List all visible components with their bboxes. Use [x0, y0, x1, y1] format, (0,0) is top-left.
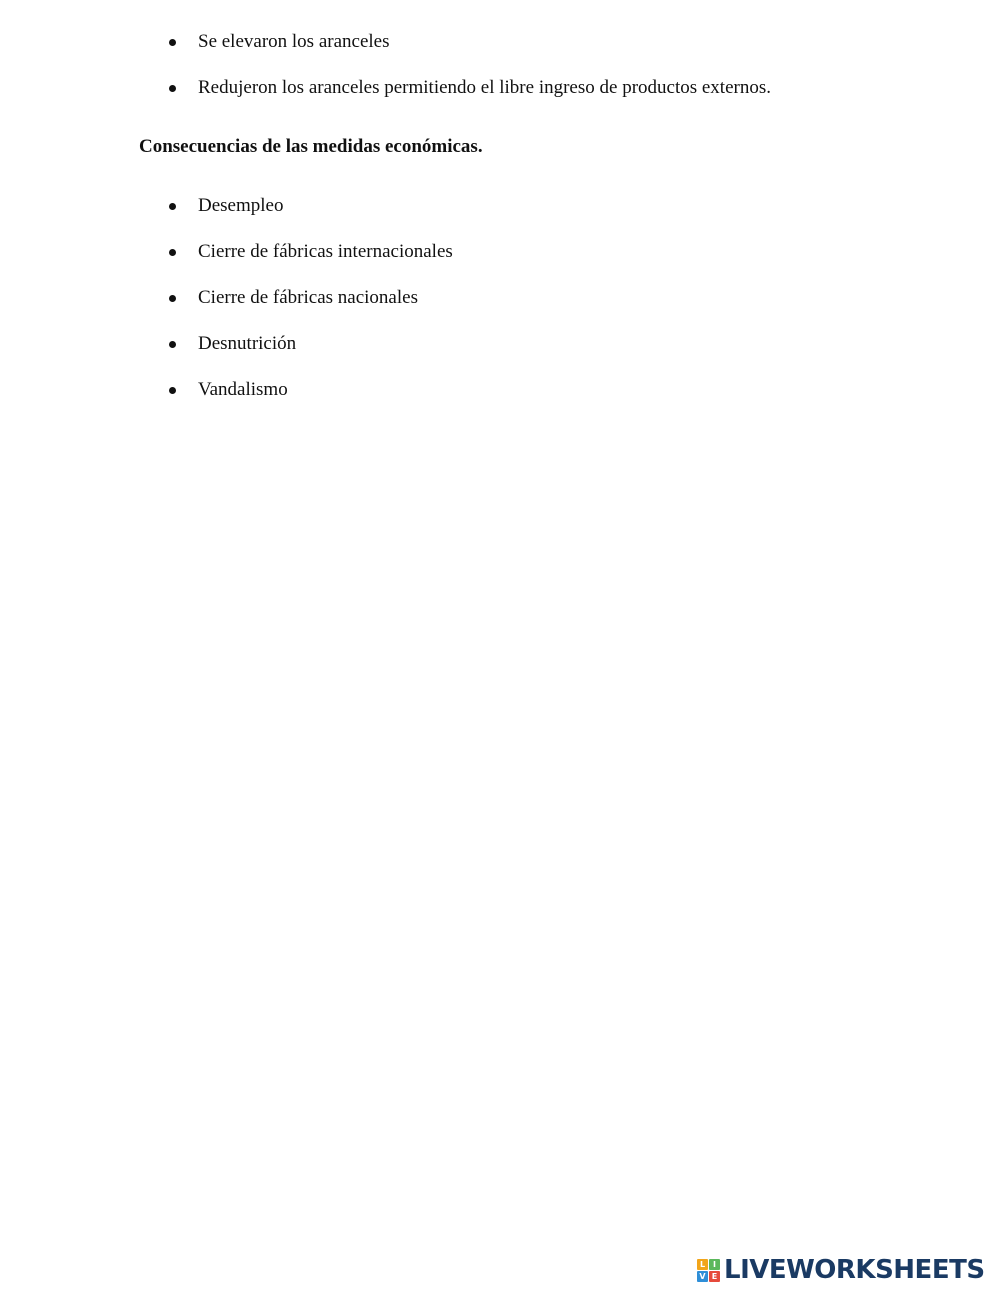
list-item-text: Redujeron los aranceles permitiendo el libre ingreso de productos externos. — [198, 77, 771, 98]
bullet-icon — [169, 341, 176, 348]
list-item-text: Cierre de fábricas internacionales — [198, 241, 453, 262]
logo-block-i: I — [709, 1259, 720, 1270]
logo-block-v: V — [697, 1271, 708, 1282]
bullet-icon — [169, 249, 176, 256]
brand-wordmark: LIVEWORKSHEETS — [724, 1255, 985, 1285]
bullet-icon — [169, 85, 176, 92]
logo-block-l: L — [697, 1259, 708, 1270]
bullet-icon — [169, 203, 176, 210]
bullet-icon — [169, 387, 176, 394]
list-item-text: Cierre de fábricas nacionales — [198, 287, 418, 308]
list-item-text: Vandalismo — [198, 379, 288, 400]
bullet-icon — [169, 39, 176, 46]
list-item-text: Desnutrición — [198, 333, 297, 354]
logo-block-e: E — [709, 1271, 720, 1282]
section-heading: Consecuencias de las medidas económicas. — [139, 136, 483, 157]
liveworksheets-logo-icon — [697, 1259, 720, 1282]
list-item-text: Se elevaron los aranceles — [198, 31, 390, 52]
bullet-icon — [169, 295, 176, 302]
list-item-text: Desempleo — [198, 195, 284, 216]
liveworksheets-logo — [697, 1255, 985, 1285]
